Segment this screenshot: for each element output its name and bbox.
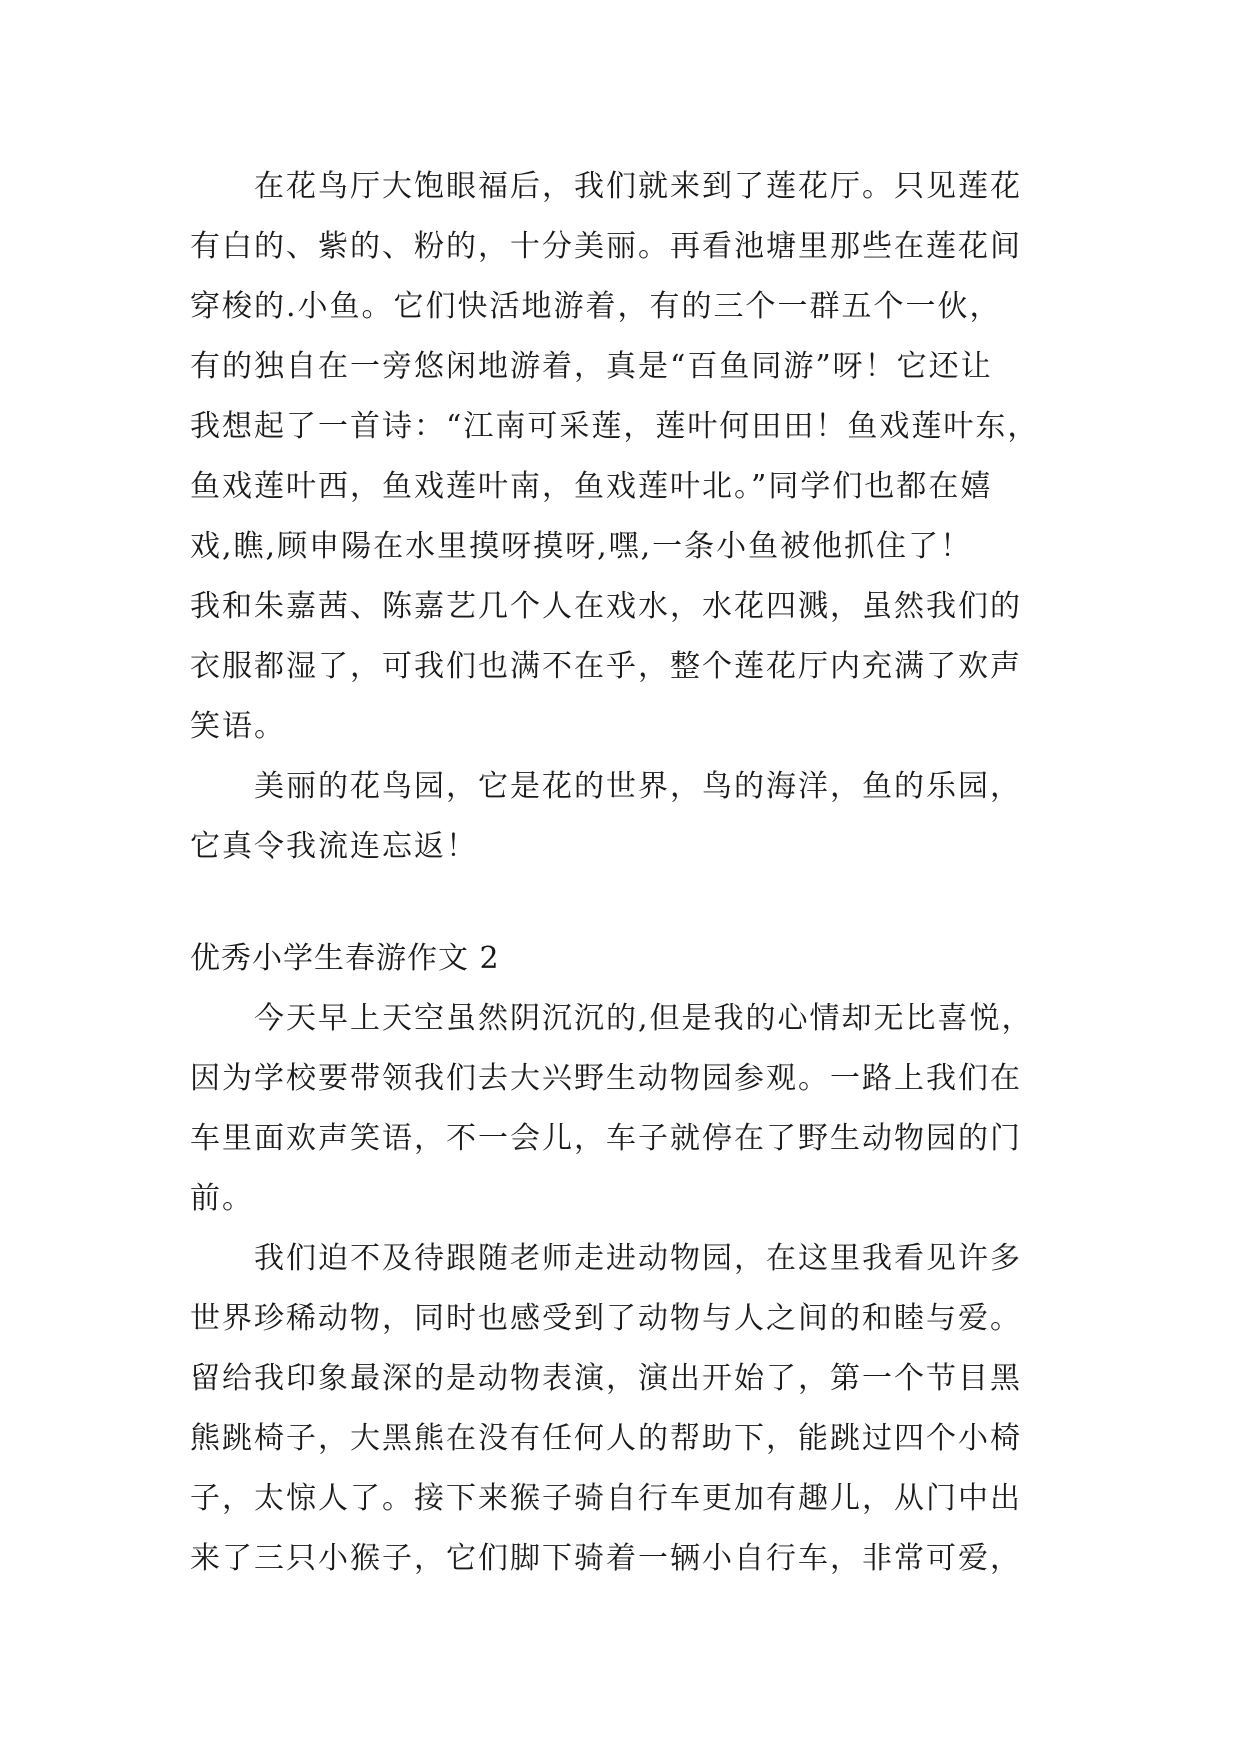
text-line: 熊跳椅子，大黑熊在没有任何人的帮助下，能跳过四个小椅 [190,1421,1022,1456]
section-title: 优秀小学生春游作文 2 [190,941,500,976]
text-line: 有白的、紫的、粉的，十分美丽。再看池塘里那些在莲花间 [190,229,1022,264]
text-line: 美丽的花鸟园，它是花的世界，鸟的海洋，鱼的乐园， [254,769,1022,804]
text-line: 衣服都湿了，可我们也满不在乎，整个莲花厅内充满了欢声 [190,649,1022,684]
text-line: 笑语。 [190,709,286,744]
text-line: 世界珍稀动物，同时也感受到了动物与人之间的和睦与爱。 [190,1301,1022,1336]
text-line: 因为学校要带领我们去大兴野生动物园参观。一路上我们在 [190,1061,1022,1096]
text-line: 前。 [190,1181,254,1216]
text-line: 我们迫不及待跟随老师走进动物园，在这里我看见许多 [254,1241,1022,1276]
text-line: 戏,瞧,顾申陽在水里摸呀摸呀,嘿,一条小鱼被他抓住了！ [190,529,973,564]
text-line: 来了三只小猴子，它们脚下骑着一辆小自行车，非常可爱， [190,1541,1022,1576]
text-line: 穿梭的.小鱼。它们快活地游着，有的三个一群五个一伙， [190,289,1002,324]
text-line: 我想起了一首诗：“江南可采莲，莲叶何田田！鱼戏莲叶东， [190,409,1040,444]
text-line: 在花鸟厅大饱眼福后，我们就来到了莲花厅。只见莲花 [254,169,1022,204]
text-line: 鱼戏莲叶西，鱼戏莲叶南，鱼戏莲叶北。”同学们也都在嬉 [190,469,993,504]
text-line: 车里面欢声笑语，不一会儿，车子就停在了野生动物园的门 [190,1121,1022,1156]
text-line: 我和朱嘉茜、陈嘉艺几个人在戏水，水花四溅，虽然我们的 [190,589,1022,624]
text-line: 子，太惊人了。接下来猴子骑自行车更加有趣儿，从门中出 [190,1481,1022,1516]
text-line: 今天早上天空虽然阴沉沉的,但是我的心情却无比喜悦， [254,1001,1034,1036]
text-line: 有的独自在一旁悠闲地游着，真是“百鱼同游”呀！它还让 [190,349,993,384]
text-line: 它真令我流连忘返！ [190,829,478,864]
text-line: 留给我印象最深的是动物表演，演出开始了，第一个节目黑 [190,1361,1022,1396]
